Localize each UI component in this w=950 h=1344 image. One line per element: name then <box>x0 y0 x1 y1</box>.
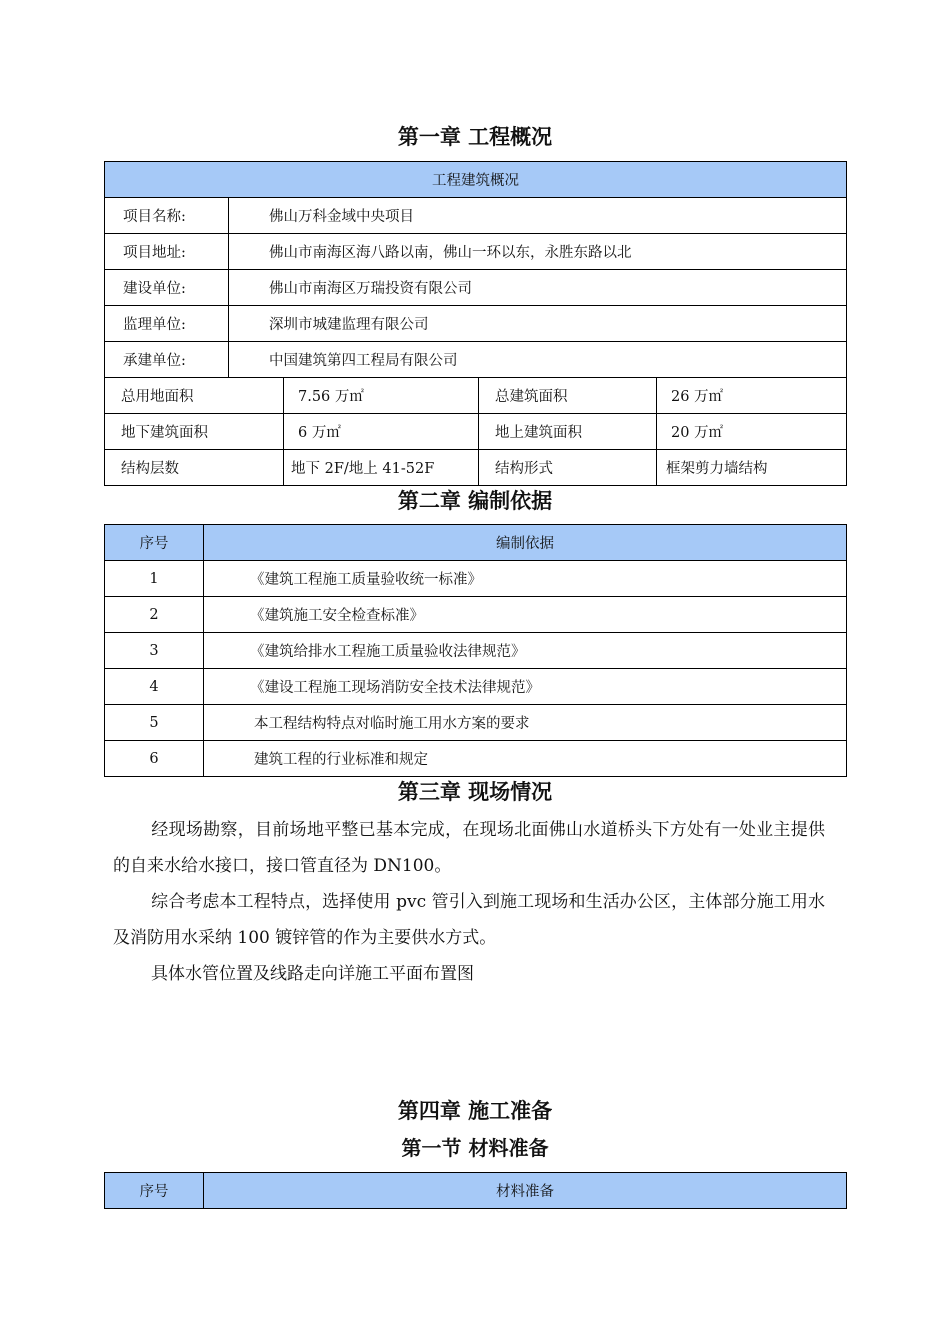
area-key: 地上建筑面积 <box>479 414 657 450</box>
info-label: 承建单位: <box>105 342 229 378</box>
table-row <box>105 270 847 306</box>
table-row <box>105 234 847 270</box>
project-overview-table <box>104 161 847 486</box>
info-label: 监理单位: <box>105 306 229 342</box>
row-number: 3 <box>105 633 204 669</box>
info-value: 佛山万科金域中央项目 <box>229 198 847 234</box>
basis-item: 《建筑施工安全检查标准》 <box>204 597 847 633</box>
row-number: 5 <box>105 705 204 741</box>
info-value: 佛山市南海区海八路以南，佛山一环以东，永胜东路以北 <box>229 234 847 270</box>
table-row <box>105 378 847 414</box>
row-number: 6 <box>105 741 204 777</box>
col-header-no: 序号 <box>105 1173 204 1209</box>
table-row <box>105 633 847 669</box>
area-value: 20 万㎡ <box>657 414 847 450</box>
table-row <box>105 597 847 633</box>
area-value: 26 万㎡ <box>657 378 847 414</box>
area-value: 7.56 万㎡ <box>284 378 479 414</box>
area-key: 结构层数 <box>105 450 284 486</box>
section1-title: 第一节 材料准备 <box>401 1136 549 1160</box>
area-value: 6 万㎡ <box>284 414 479 450</box>
area-key: 结构形式 <box>479 450 657 486</box>
basis-item: 建筑工程的行业标准和规定 <box>204 741 847 777</box>
project-overview-header: 工程建筑概况 <box>105 162 847 198</box>
material-table <box>104 1172 847 1209</box>
site-paragraph: 经现场勘察，目前场地平整已基本完成，在现场北面佛山水道桥头下方处有一处业主提供的自来水给水接口，接口管直径为 DN100。 <box>113 820 825 876</box>
table-row <box>105 342 847 378</box>
col-header-material: 材料准备 <box>204 1173 847 1209</box>
table-row <box>105 450 847 486</box>
chapter1-title: 第一章 工程概况 <box>397 125 553 149</box>
chapter2-title: 第二章 编制依据 <box>397 489 553 513</box>
table-row <box>105 705 847 741</box>
area-value: 地下 2F/地上 41-52F <box>284 450 479 486</box>
site-paragraph: 具体水管位置及线路走向详施工平面布置图 <box>151 964 474 984</box>
info-value: 深圳市城建监理有限公司 <box>229 306 847 342</box>
table-row <box>105 414 847 450</box>
basis-table <box>104 524 847 777</box>
area-key: 总建筑面积 <box>479 378 657 414</box>
basis-item: 《建设工程施工现场消防安全技术法律规范》 <box>204 669 847 705</box>
area-key: 总用地面积 <box>105 378 284 414</box>
info-label: 项目地址: <box>105 234 229 270</box>
area-key: 地下建筑面积 <box>105 414 284 450</box>
basis-item: 《建筑给排水工程施工质量验收法律规范》 <box>204 633 847 669</box>
chapter4-title: 第四章 施工准备 <box>397 1099 553 1123</box>
area-value: 框架剪力墙结构 <box>657 450 847 486</box>
col-header-basis: 编制依据 <box>204 525 847 561</box>
table-row <box>105 561 847 597</box>
info-label: 项目名称: <box>105 198 229 234</box>
info-value: 佛山市南海区万瑞投资有限公司 <box>229 270 847 306</box>
basis-item: 本工程结构特点对临时施工用水方案的要求 <box>204 705 847 741</box>
info-value: 中国建筑第四工程局有限公司 <box>229 342 847 378</box>
row-number: 1 <box>105 561 204 597</box>
col-header-no: 序号 <box>105 525 204 561</box>
table-row <box>105 306 847 342</box>
info-label: 建设单位: <box>105 270 229 306</box>
table-row <box>105 741 847 777</box>
site-paragraph: 综合考虑本工程特点，选择使用 pvc 管引入到施工现场和生活办公区，主体部分施工用水及消防用水采纳 100 镀锌管的作为主要供水方式。 <box>113 892 825 948</box>
row-number: 4 <box>105 669 204 705</box>
row-number: 2 <box>105 597 204 633</box>
table-row <box>105 669 847 705</box>
chapter3-title: 第三章 现场情况 <box>397 780 553 804</box>
basis-item: 《建筑工程施工质量验收统一标准》 <box>204 561 847 597</box>
table-row <box>105 198 847 234</box>
